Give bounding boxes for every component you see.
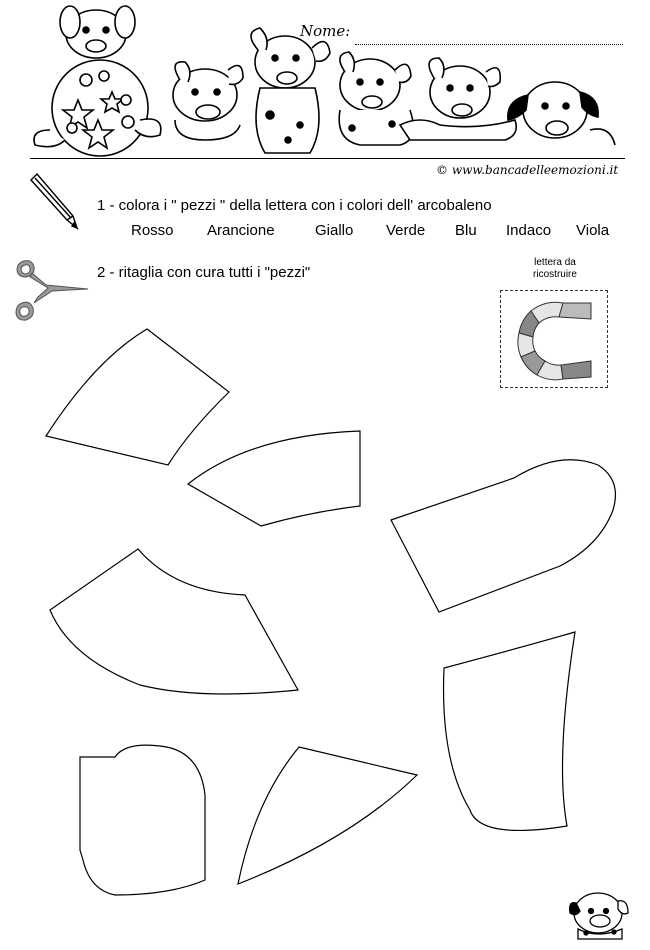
instruction-step-1: 1 - colora i " pezzi " della lettera con i colori dell' arcobaleno <box>97 197 492 214</box>
piece-6[interactable] <box>80 745 205 895</box>
piece-1[interactable] <box>46 329 229 465</box>
color-word-verde: Verde <box>386 222 426 239</box>
piece-2[interactable] <box>188 431 360 526</box>
copyright-symbol: © <box>436 163 448 177</box>
color-word-rosso: Rosso <box>131 222 174 239</box>
color-word-viola: Viola <box>576 222 610 239</box>
instruction-step-2: 2 - ritaglia con cura tutti i "pezzi" <box>97 264 311 281</box>
website-url: www.bancadelleemozioni.it <box>451 163 619 177</box>
corner-puppy-illustration <box>566 885 636 945</box>
color-word-arancione: Arancione <box>207 222 275 239</box>
name-label: Nome: <box>300 22 351 40</box>
piece-4[interactable] <box>50 549 298 694</box>
piece-5[interactable] <box>444 632 575 830</box>
piece-7[interactable] <box>238 747 417 884</box>
color-word-indaco: Indaco <box>506 222 552 239</box>
target-caption-line-1: lettera da <box>534 257 576 268</box>
color-word-blu: Blu <box>455 222 477 239</box>
piece-3[interactable] <box>391 460 615 612</box>
color-word-giallo: Giallo <box>315 222 354 239</box>
target-caption-line-2: ricostruire <box>533 269 577 280</box>
